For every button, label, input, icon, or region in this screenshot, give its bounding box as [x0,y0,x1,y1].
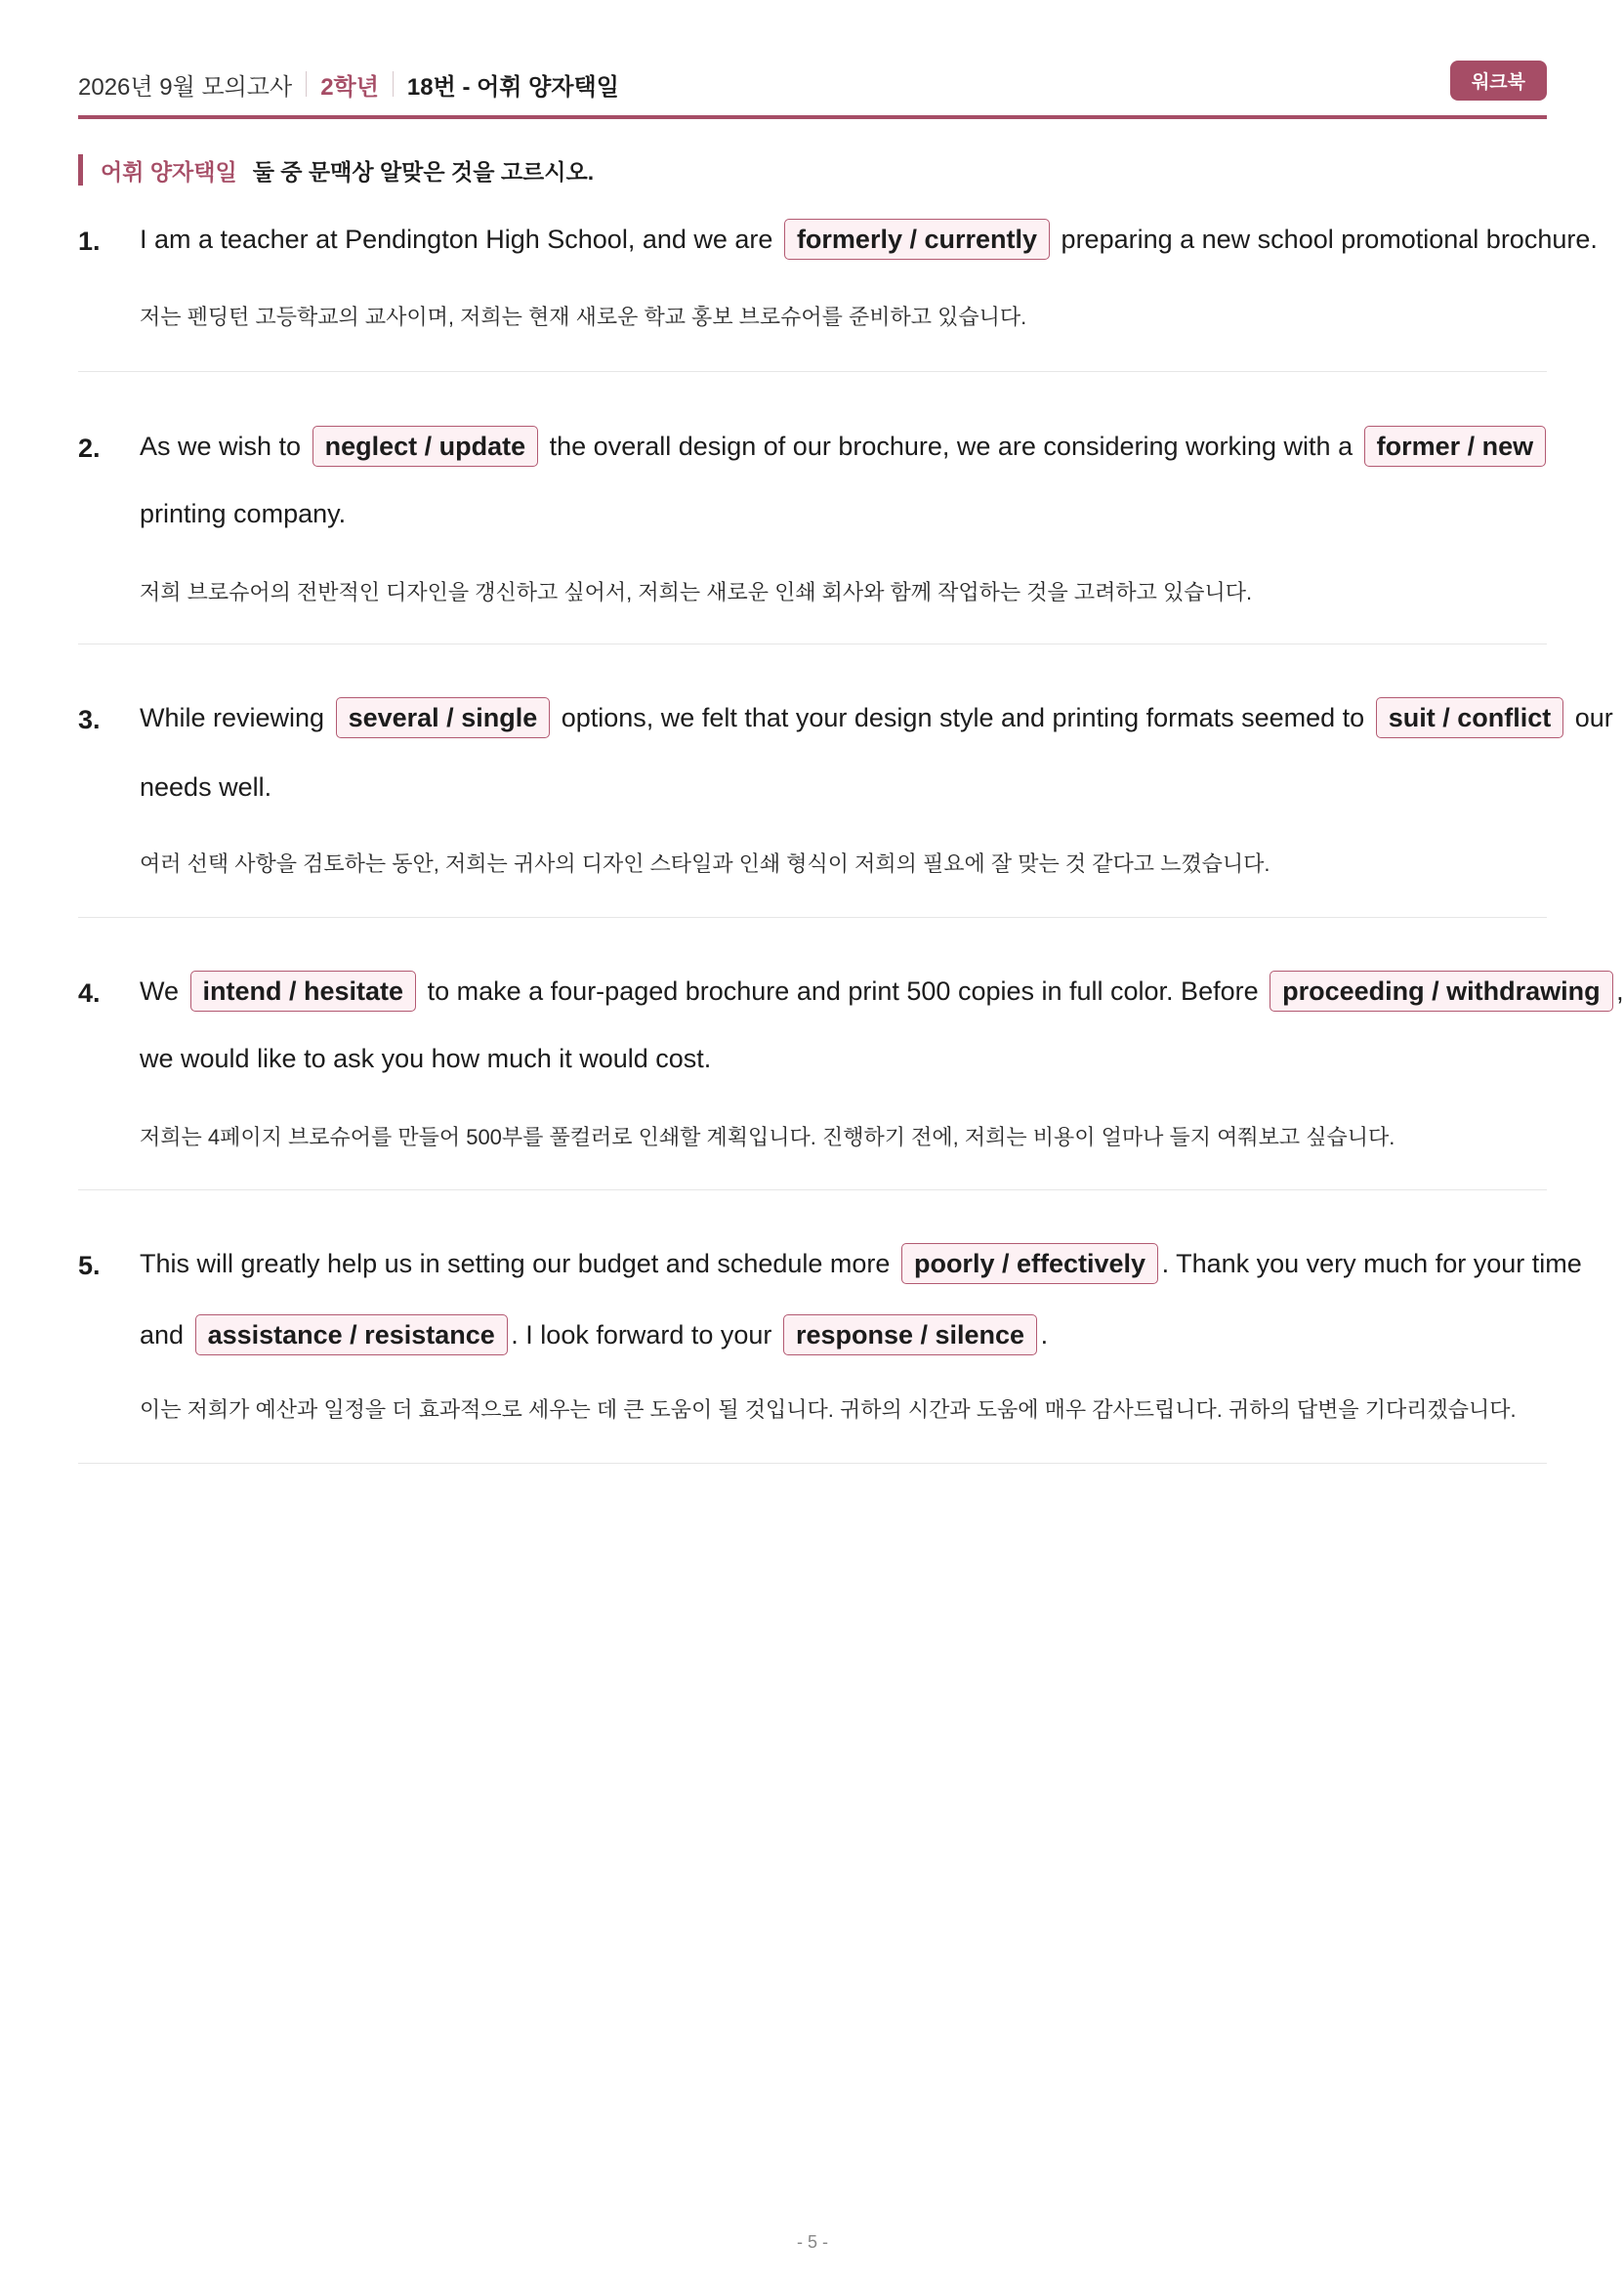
sentence-text: While reviewing [140,703,325,732]
question-number: 1. [78,227,101,256]
choice-box[interactable]: assistance / resistance [195,1314,508,1355]
question-title: 18번 - 어휘 양자택일 [406,73,619,101]
exam-name: 2026년 9월 모의고사 [78,73,293,101]
header-divider [393,71,394,97]
sentence-text: the overall design of our brochure, we are considering working with a [549,432,1353,461]
sentence-text: options, we felt that your design style and printing formats seemed to [561,703,1365,732]
choice-box[interactable]: formerly / currently [784,219,1050,260]
korean-translation: 저희는 4페이지 브로슈어를 만들어 500부를 풀컬러로 인쇄할 계획입니다. 진행하기 전에, 저희는 비용이 얼마나 들지 여쭤보고 싶습니다. [140,1125,1395,1149]
question-2 [78,422,1547,644]
question-sentence [140,219,1598,260]
question-sentence [140,971,1624,1012]
question-5 [78,1239,1582,1464]
sentence-text: . I look forward to your [511,1320,772,1350]
choice-box[interactable]: several / single [336,697,551,738]
page-number: - 5 - [796,2232,828,2252]
question-sentence-continued: we would like to ask you how much it would cost. [140,1044,712,1073]
choice-box[interactable]: response / silence [783,1314,1037,1355]
sentence-text: We [140,976,180,1006]
question-sentence [140,697,1613,738]
instruction [78,154,594,186]
worksheet-page [78,0,1624,2284]
sentence-text: This will greatly help us in setting our budget and schedule more [140,1249,891,1278]
choice-box[interactable]: former / new [1364,426,1547,467]
workbook-badge: 워크북 [1450,61,1547,101]
question-1 [78,215,1598,372]
question-sentence-continued: needs well. [140,772,272,802]
page-header [78,61,1547,107]
question-number: 5. [78,1251,101,1280]
choice-box[interactable]: intend / hesitate [190,971,417,1012]
sentence-text: As we wish to [140,432,302,461]
instruction-label: 어휘 양자택일 [101,158,237,185]
question-sentence-continued: printing company. [140,499,347,528]
choice-box[interactable]: proceeding / withdrawing [1270,971,1613,1012]
sentence-text: our [1574,703,1613,732]
choice-box[interactable]: neglect / update [312,426,539,467]
sentence-text: preparing a new school promotional brochure. [1061,225,1598,254]
question-sentence [140,1243,1582,1284]
sentence-text: to make a four-paged brochure and print 500 copies in full color. Before [427,976,1259,1006]
question-number: 2. [78,434,101,463]
korean-translation: 여러 선택 사항을 검토하는 동안, 저희는 귀사의 디자인 스타일과 인쇄 형식이 저희의 필요에 잘 맞는 것 같다고 느꼈습니다. [140,851,1270,876]
sentence-text: , [1616,976,1624,1006]
question-number: 3. [78,705,101,734]
instruction-text: 둘 중 문맥상 알맞은 것을 고르시오. [252,158,595,185]
choice-box[interactable]: poorly / effectively [901,1243,1158,1284]
sentence-text: and [140,1320,185,1350]
question-4 [78,967,1624,1190]
sentence-text: . [1040,1320,1049,1350]
sentence-text: I am a teacher at Pendington High School, and we are [140,225,773,254]
korean-translation: 저희 브로슈어의 전반적인 디자인을 갱신하고 싶어서, 저희는 새로운 인쇄 회사와 함께 작업하는 것을 고려하고 있습니다. [140,580,1253,604]
question-number: 4. [78,978,101,1008]
korean-translation: 이는 저희가 예산과 일정을 더 효과적으로 세우는 데 큰 도움이 될 것입니다. 귀하의 시간과 도움에 매우 감사드립니다. 귀하의 답변을 기다리겠습니다. [140,1397,1517,1422]
header-rule [78,115,1547,119]
korean-translation: 저는 펜딩턴 고등학교의 교사이며, 저희는 현재 새로운 학교 홍보 브로슈어를 준비하고 있습니다. [140,305,1027,329]
question-sentence [140,426,1550,467]
question-sentence-continued [140,1314,1048,1355]
question-3 [78,693,1613,918]
sentence-text: . Thank you very much for your time [1161,1249,1582,1278]
grade-label: 2학년 [320,73,379,101]
header-divider [306,71,307,97]
choice-box[interactable]: suit / conflict [1376,697,1564,738]
